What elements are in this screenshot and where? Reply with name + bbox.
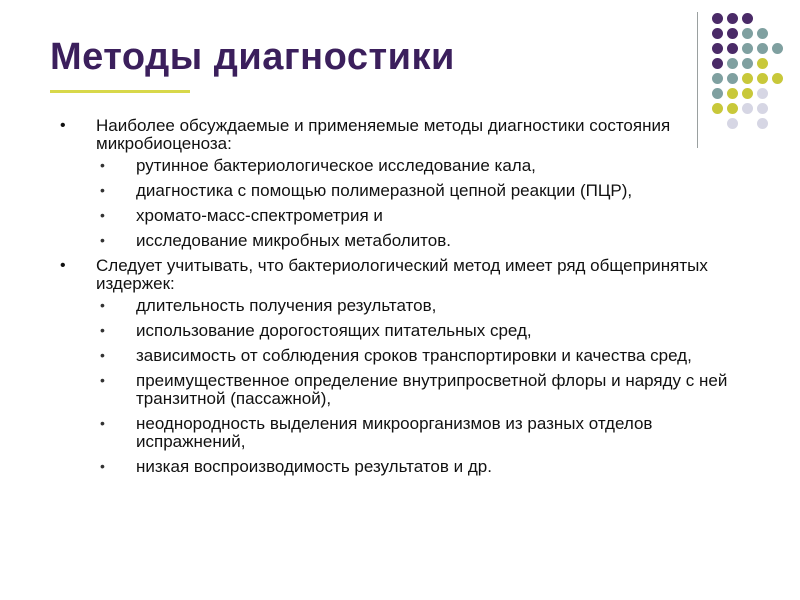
decor-dot bbox=[712, 88, 723, 99]
list-item-text: неоднородность выделения микроорганизмов из разных отделов испражнений, bbox=[136, 414, 653, 451]
section-text: Наиболее обсуждаемые и применяемые методы диагностики состояния микробиоценоза: bbox=[96, 116, 671, 153]
title-underline bbox=[50, 90, 190, 93]
decor-dot bbox=[727, 13, 738, 24]
slide-body bbox=[60, 117, 750, 483]
decor-dot bbox=[712, 13, 723, 24]
list-item-text: хромато-масс-спектрометрия и bbox=[136, 206, 383, 225]
decor-dot bbox=[727, 43, 738, 54]
decor-dot bbox=[712, 28, 723, 39]
list-item bbox=[60, 207, 750, 225]
bullet-dot-icon: • bbox=[60, 117, 66, 134]
list-item bbox=[60, 415, 750, 451]
sub-bullet-icon: • bbox=[100, 347, 105, 363]
bullet-section bbox=[60, 257, 750, 293]
list-item bbox=[60, 347, 750, 365]
decor-dot bbox=[757, 88, 768, 99]
list-item bbox=[60, 182, 750, 200]
decor-dot bbox=[772, 73, 783, 84]
sub-list bbox=[60, 157, 750, 250]
decor-dot bbox=[757, 28, 768, 39]
bullet-section bbox=[60, 117, 750, 153]
list-item-text: рутинное бактериологическое исследование кала, bbox=[136, 156, 536, 175]
decor-dot bbox=[712, 103, 723, 114]
decor-dot bbox=[757, 43, 768, 54]
list-item-text: низкая воспроизводимость результатов и др. bbox=[136, 457, 492, 476]
list-item-text: диагностика с помощью полимеразной цепной реакции (ПЦР), bbox=[136, 181, 633, 200]
sub-bullet-icon: • bbox=[100, 157, 105, 173]
list-item bbox=[60, 372, 750, 408]
decor-dot bbox=[742, 73, 753, 84]
decor-dot bbox=[712, 43, 723, 54]
slide-title: Методы диагностики bbox=[50, 36, 455, 78]
decor-dot bbox=[727, 58, 738, 69]
list-item bbox=[60, 232, 750, 250]
decor-dot bbox=[742, 88, 753, 99]
sub-bullet-icon: • bbox=[100, 322, 105, 338]
decor-dot bbox=[742, 103, 753, 114]
sub-bullet-icon: • bbox=[100, 372, 105, 388]
sub-bullet-icon: • bbox=[100, 458, 105, 474]
list-item bbox=[60, 157, 750, 175]
decor-dot bbox=[757, 103, 768, 114]
decor-dot bbox=[757, 58, 768, 69]
sub-bullet-icon: • bbox=[100, 297, 105, 313]
list-item-text: преимущественное определение внутрипросветной флоры и наряду с ней транзитной (пассажной), bbox=[136, 371, 728, 408]
sub-list bbox=[60, 297, 750, 476]
decor-dot bbox=[727, 28, 738, 39]
decor-dot bbox=[712, 58, 723, 69]
list-item-text: использование дорогостоящих питательных сред, bbox=[136, 321, 532, 340]
list-item-text: длительность получения результатов, bbox=[136, 296, 437, 315]
decor-dot bbox=[727, 103, 738, 114]
decor-dot bbox=[727, 88, 738, 99]
decor-dot bbox=[757, 118, 768, 129]
sub-bullet-icon: • bbox=[100, 232, 105, 248]
section-text: Следует учитывать, что бактериологический метод имеет ряд общепринятых издержек: bbox=[96, 256, 708, 293]
decor-dot bbox=[742, 58, 753, 69]
sub-bullet-icon: • bbox=[100, 182, 105, 198]
sub-bullet-icon: • bbox=[100, 207, 105, 223]
sub-bullet-icon: • bbox=[100, 415, 105, 431]
decor-dot bbox=[727, 73, 738, 84]
list-item-text: зависимость от соблюдения сроков транспортировки и качества сред, bbox=[136, 346, 692, 365]
bullet-dot-icon: • bbox=[60, 257, 66, 274]
list-item-text: исследование микробных метаболитов. bbox=[136, 231, 451, 250]
decor-dot bbox=[742, 28, 753, 39]
decor-dot bbox=[757, 73, 768, 84]
list-item bbox=[60, 322, 750, 340]
list-item bbox=[60, 297, 750, 315]
decor-dot bbox=[772, 43, 783, 54]
decor-dot bbox=[742, 13, 753, 24]
list-item bbox=[60, 458, 750, 476]
decor-dot bbox=[712, 73, 723, 84]
decor-dot bbox=[742, 43, 753, 54]
